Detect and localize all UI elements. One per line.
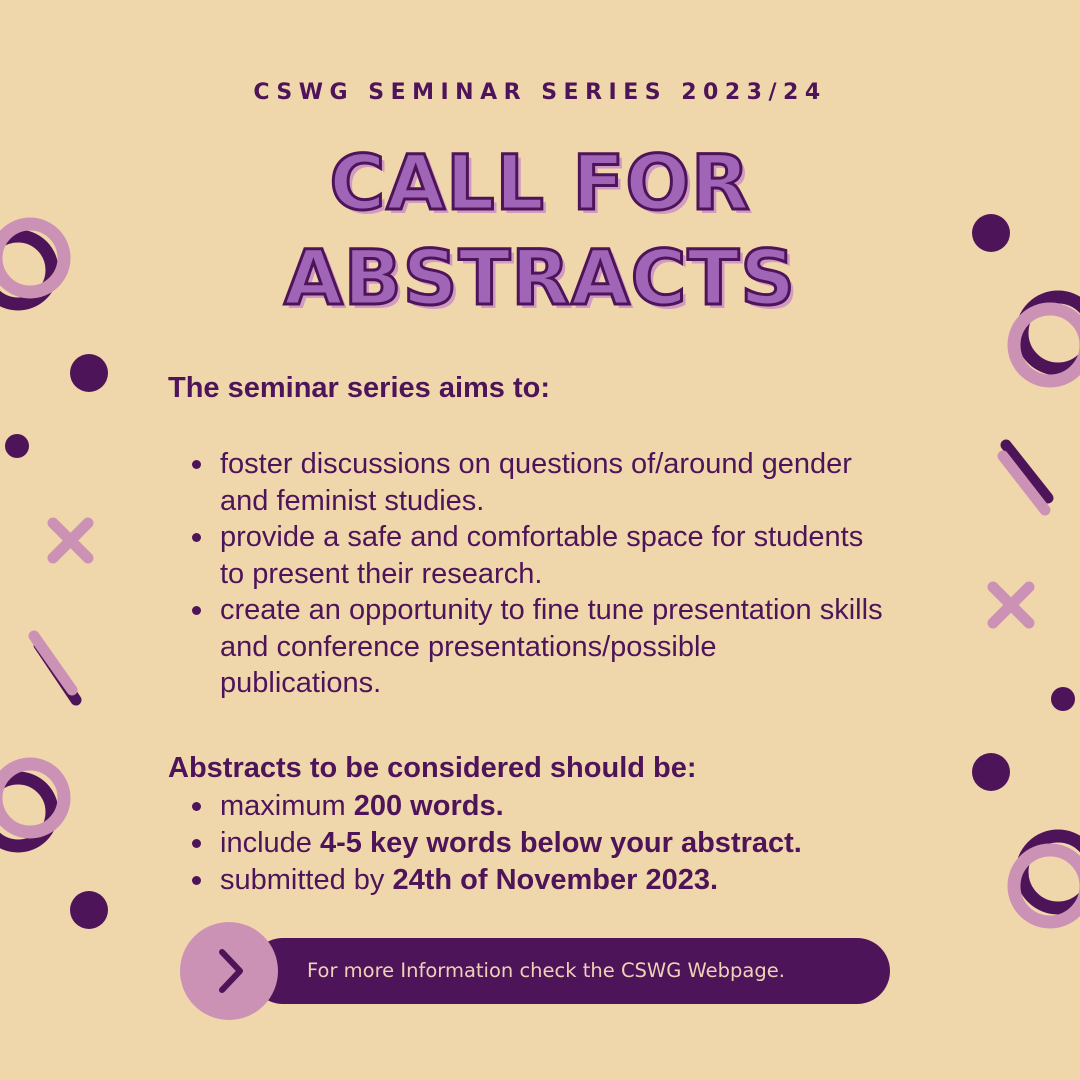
criteria-heading: Abstracts to be considered should be: — [168, 751, 697, 784]
aims-heading: The seminar series aims to: — [168, 372, 550, 404]
cross-decoration-right — [993, 587, 1029, 623]
criteria-prefix: include — [220, 826, 320, 859]
dot-decoration — [5, 434, 29, 458]
aim-text-line: foster discussions on questions of/around gender — [220, 448, 852, 480]
bullet-icon — [192, 606, 201, 615]
dot-decoration — [972, 753, 1010, 791]
aim-text-line: and conference presentations/possible — [220, 630, 717, 663]
bullet-icon — [192, 802, 201, 811]
bullet-icon — [192, 839, 201, 848]
criteria-list — [168, 788, 948, 899]
bullet-icon — [192, 460, 201, 469]
series-title: CSWG SEMINAR SERIES 2023/24 — [253, 80, 827, 105]
slash-decoration-left — [34, 636, 76, 700]
aim-text-line: and feminist studies. — [220, 484, 485, 517]
ring-decoration-right-bottom — [1014, 836, 1080, 922]
criteria-prefix: submitted by — [220, 863, 393, 896]
headline-line-2: ABSTRACTS — [283, 233, 797, 322]
aim-text-line: publications. — [220, 667, 382, 699]
chevron-right-icon — [180, 922, 278, 1020]
criteria-emphasis: 200 words. — [353, 789, 504, 822]
cta-arrow-button[interactable] — [180, 922, 278, 1020]
list-item — [168, 519, 948, 592]
headline-line-1: CALL FOR — [329, 138, 751, 227]
main-content — [168, 370, 948, 899]
list-item — [168, 446, 948, 519]
aim-text-line: provide a safe and comfortable space for students — [220, 521, 864, 553]
dot-decoration — [1051, 687, 1075, 711]
criteria-prefix: maximum — [220, 789, 354, 822]
bullet-icon — [192, 876, 201, 885]
list-item — [168, 825, 948, 862]
aims-list — [168, 446, 948, 702]
criteria-emphasis: 4-5 key words below your abstract. — [319, 826, 802, 859]
cta-text[interactable]: For more Information check the CSWG Webpage. — [307, 959, 785, 982]
ring-decoration-left-bottom — [0, 764, 64, 846]
list-item — [168, 788, 948, 825]
aim-text-line: to present their research. — [220, 557, 543, 590]
list-item — [168, 862, 948, 899]
cross-decoration-left — [53, 523, 88, 558]
dot-decoration — [70, 891, 108, 929]
criteria-emphasis: 24th of November 2023. — [392, 863, 719, 896]
list-item — [168, 592, 948, 702]
aim-text-line: create an opportunity to fine tune presentation skills — [220, 594, 883, 626]
dot-decoration — [70, 354, 108, 392]
bullet-icon — [192, 533, 201, 542]
slash-decoration-right — [1003, 445, 1048, 510]
